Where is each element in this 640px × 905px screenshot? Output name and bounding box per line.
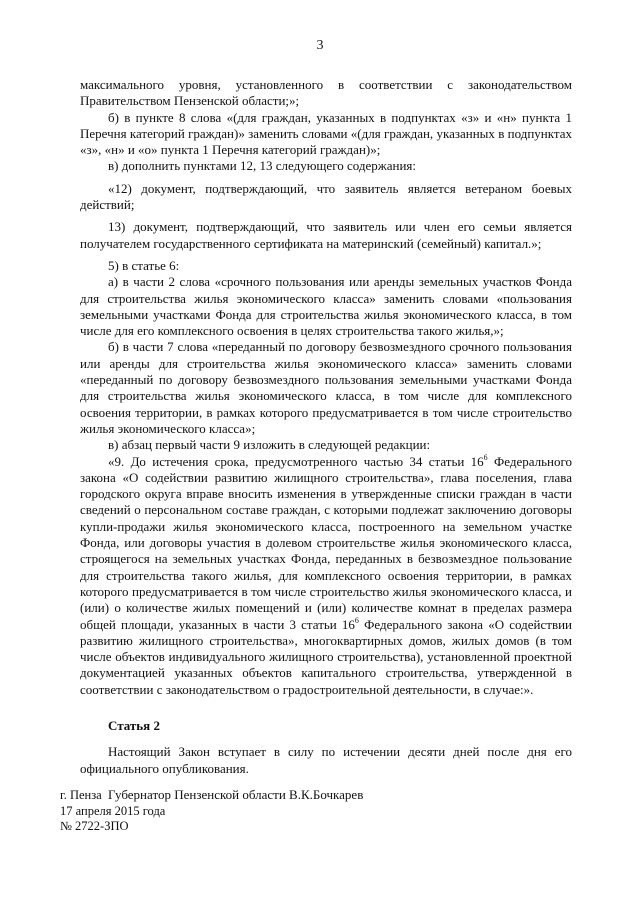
paragraph-text: Федерального закона «О содействии развитию жилищного строительства», глава поселения, глава городского округа вправе вносить изменения в утвержденные списки граждан в части сведений о персональном составе граждан, с которыми подлежат заключению договоры купли-продажи жилья экономического класса, построенного на земельном участке Фонда, или договоры участия в долевом строительстве жилья экономического класса, строящегося на земельных участках Фонда, переданных в безвозмездное пользование для строительства такого жилья, для комплексного освоения территории, в рамках которого предусматривается в том числе строительство жилья экономического класса, и (или) о количестве жилых помещений и (или) количестве комнат в пределах размера общей площади, указанных в части 3 статьи 16 xyxy=(80,453,572,632)
superscript: 6 xyxy=(354,615,359,625)
signature-line: Губернатор Пензенской области В.К.Бочкарев xyxy=(108,786,364,802)
footer-date: 17 апреля 2015 года xyxy=(60,803,166,818)
paragraph: б) в пункте 8 слова «(для граждан, указанных в подпунктах «з» и «н» пункта 1 Перечня категорий граждан)» заменить словами «(для граждан, указанных в подпунктах «з», «н» и «о» пункта 1 Перечня категорий граждан)»; xyxy=(80,109,572,158)
paragraph-article-9 xyxy=(80,454,572,698)
paragraph: Настоящий Закон вступает в силу по истечении десяти дней после дня его официального опубликования. xyxy=(80,744,572,776)
footer-number: № 2722-ЗПО xyxy=(60,819,129,833)
footer-city: г. Пенза xyxy=(60,788,102,802)
document-footer xyxy=(60,788,165,835)
paragraph: в) дополнить пунктами 12, 13 следующего содержания: xyxy=(108,158,416,174)
superscript: 6 xyxy=(483,452,488,462)
paragraph: а) в части 2 слова «срочного пользования или аренды земельных участков Фонда для строительства жилья экономического класса» заменить словами «пользования земельными участками Фонда для строительства жилья экономического класса, в том числе для его комплексного освоения в целях строительства такого жилья,»; xyxy=(80,274,572,339)
paragraph: б) в части 7 слова «переданный по договору безвозмездного срочного пользования или аренды для строительства жилья экономического класса» заменить словами «переданный по договору безвозмездного пользования земельными участками Фонда для строительства жилья экономического класса, в том числе для комплексного освоения территории, в рамках которого предусматривается в том числе строительство жилья экономического класса»; xyxy=(80,339,572,436)
document-body xyxy=(80,77,572,803)
paragraph-text: Федерального закона «О содействии развитию жилищного строительства», многоквартирных домов, жилых домов (в том числе объектов индивидуального жилищного строительства), установленной проектной документацией указанных объектов капитального строительства, утвержденной в соответствии с законодательством о градостроительной деятельности, в случае:». xyxy=(80,616,572,697)
paragraph: 5) в статье 6: xyxy=(108,257,180,273)
paragraph: максимального уровня, установленного в соответствии с законодательством Правительством Пензенской области;»; xyxy=(80,77,572,109)
article-title: Статья 2 xyxy=(108,717,160,733)
paragraph-text: «9. До истечения срока, предусмотренного частью 34 статьи 16 xyxy=(108,453,484,469)
paragraph: в) абзац первый части 9 изложить в следующей редакции: xyxy=(108,437,431,453)
page-number: 3 xyxy=(316,38,324,53)
paragraph: 13) документ, подтверждающий, что заявитель или член его семьи является получателем государственного сертификата на материнский (семейный) капитал.»; xyxy=(80,219,572,251)
paragraph: «12) документ, подтверждающий, что заявитель является ветераном боевых действий; xyxy=(80,180,572,213)
